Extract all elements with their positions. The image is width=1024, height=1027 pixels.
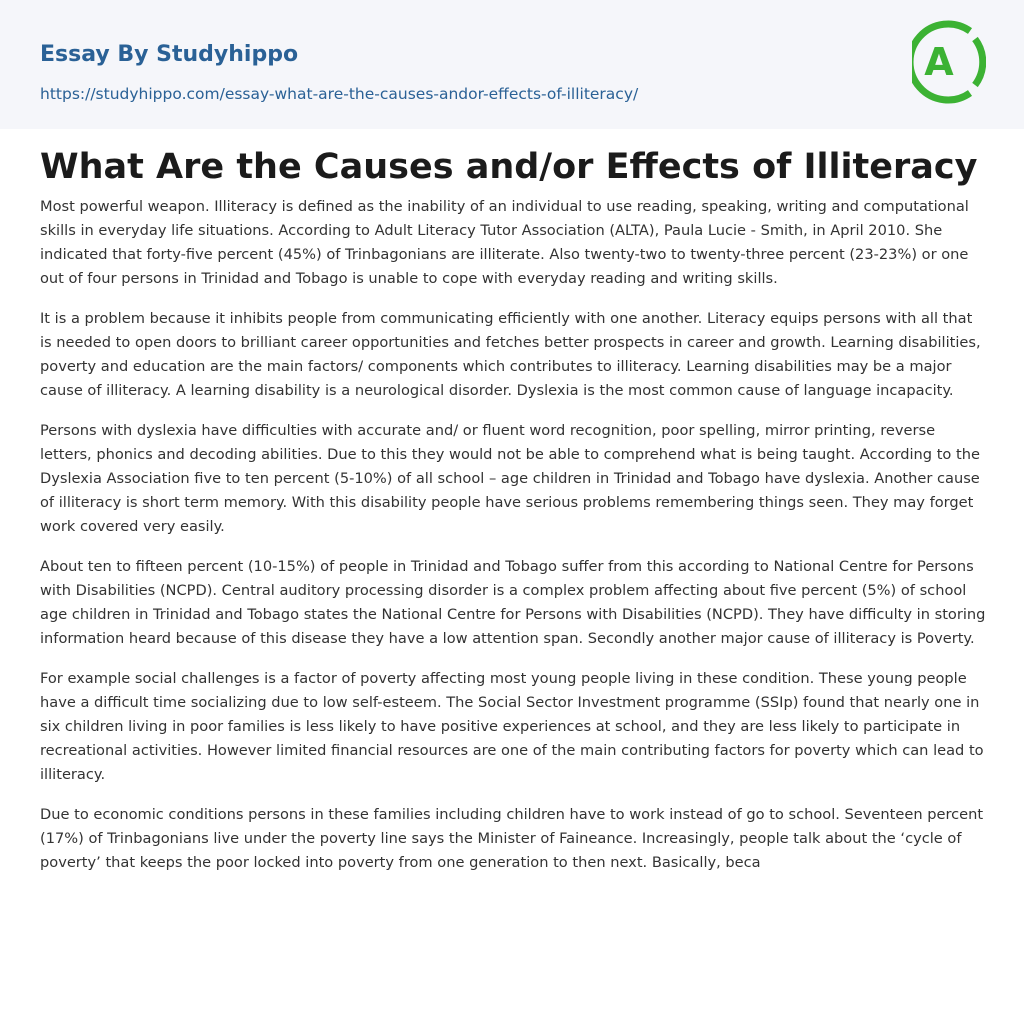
essay-paragraph: Persons with dyslexia have difficulties with accurate and/ or fluent word recognition, poor spelling, mirror printing, reverse letters, phonics and decoding abilities. Due to this they would not be able to comprehend what is being taught. According to the Dyslexia Association five to ten percent (5-10%) of all school – age children in Trinidad and Tobago have dyslexia. Another cause of illiteracy is short term memory. With this disability people have serious problems remembering things seen. They may forget work covered very easily. [40,422,980,535]
site-title[interactable]: Essay By Studyhippo [40,42,299,67]
essay-paragraph: Most powerful weapon. Illiteracy is defined as the inability of an individual to use reading, speaking, writing and computational skills in everyday life situations. According to Adult Literacy Tutor Association (ALTA), Paula Lucie - Smith, in April 2010. She indicated that forty-five percent (45%) of Trinbagonians are illiterate. Also twenty-two to twenty-three percent (23-23%) or one out of four persons in Trinidad and Tobago is unable to cope with everyday reading and writing skills. [40,198,969,287]
essay-paragraph: It is a problem because it inhibits people from communicating efficiently with one another. Literacy equips persons with all that is needed to open doors to brilliant career opportunities and fetches better prospects in career and growth. Learning disabilities, poverty and education are the main factors/ components which contributes to illiteracy. Learning disabilities may be a major cause of illiteracy. A learning disability is a neurological disorder. Dyslexia is the most common cause of language incapacity. [40,310,981,399]
logo-ring-right [975,39,983,85]
logo-letter: A [924,40,954,84]
studyhippo-logo-icon[interactable] [912,19,986,105]
essay-paragraph: For example social challenges is a factor of poverty affecting most young people living in these condition. These young people have a difficult time socializing due to low self-esteem. The Social Sector Investment programme (SSIp) found that nearly one in six children living in poor families is less likely to have positive experiences at school, and they are less likely to participate in recreational activities. However limited financial resources are one of the main contributing factors for poverty which can lead to illiteracy. [40,670,984,783]
essay-paragraph: Due to economic conditions persons in these families including children have to work instead of go to school. Seventeen percent (17%) of Trinbagonians live under the poverty line says the Minister of Faineance. Increasingly, people talk about the ‘cycle of poverty’ that keeps the poor locked into poverty from one generation to then next. Basically, beca [40,806,984,871]
essay-paragraph: About ten to fifteen percent (10-15%) of people in Trinidad and Tobago suffer from this according to National Centre for Persons with Disabilities (NCPD). Central auditory processing disorder is a complex problem affecting about five percent (5%) of school age children in Trinidad and Tobago states the National Centre for Persons with Disabilities (NCPD). They have difficulty in storing information heard because of this disease they have a low attention span. Secondly another major cause of illiteracy is Poverty. [40,558,986,647]
essay-body [40,195,988,891]
essay-url-link[interactable]: https://studyhippo.com/essay-what-are-the-causes-andor-effects-of-illiteracy/ [40,85,639,103]
essay-title: What Are the Causes and/or Effects of Illiteracy [40,147,978,187]
site-header [0,0,1024,129]
